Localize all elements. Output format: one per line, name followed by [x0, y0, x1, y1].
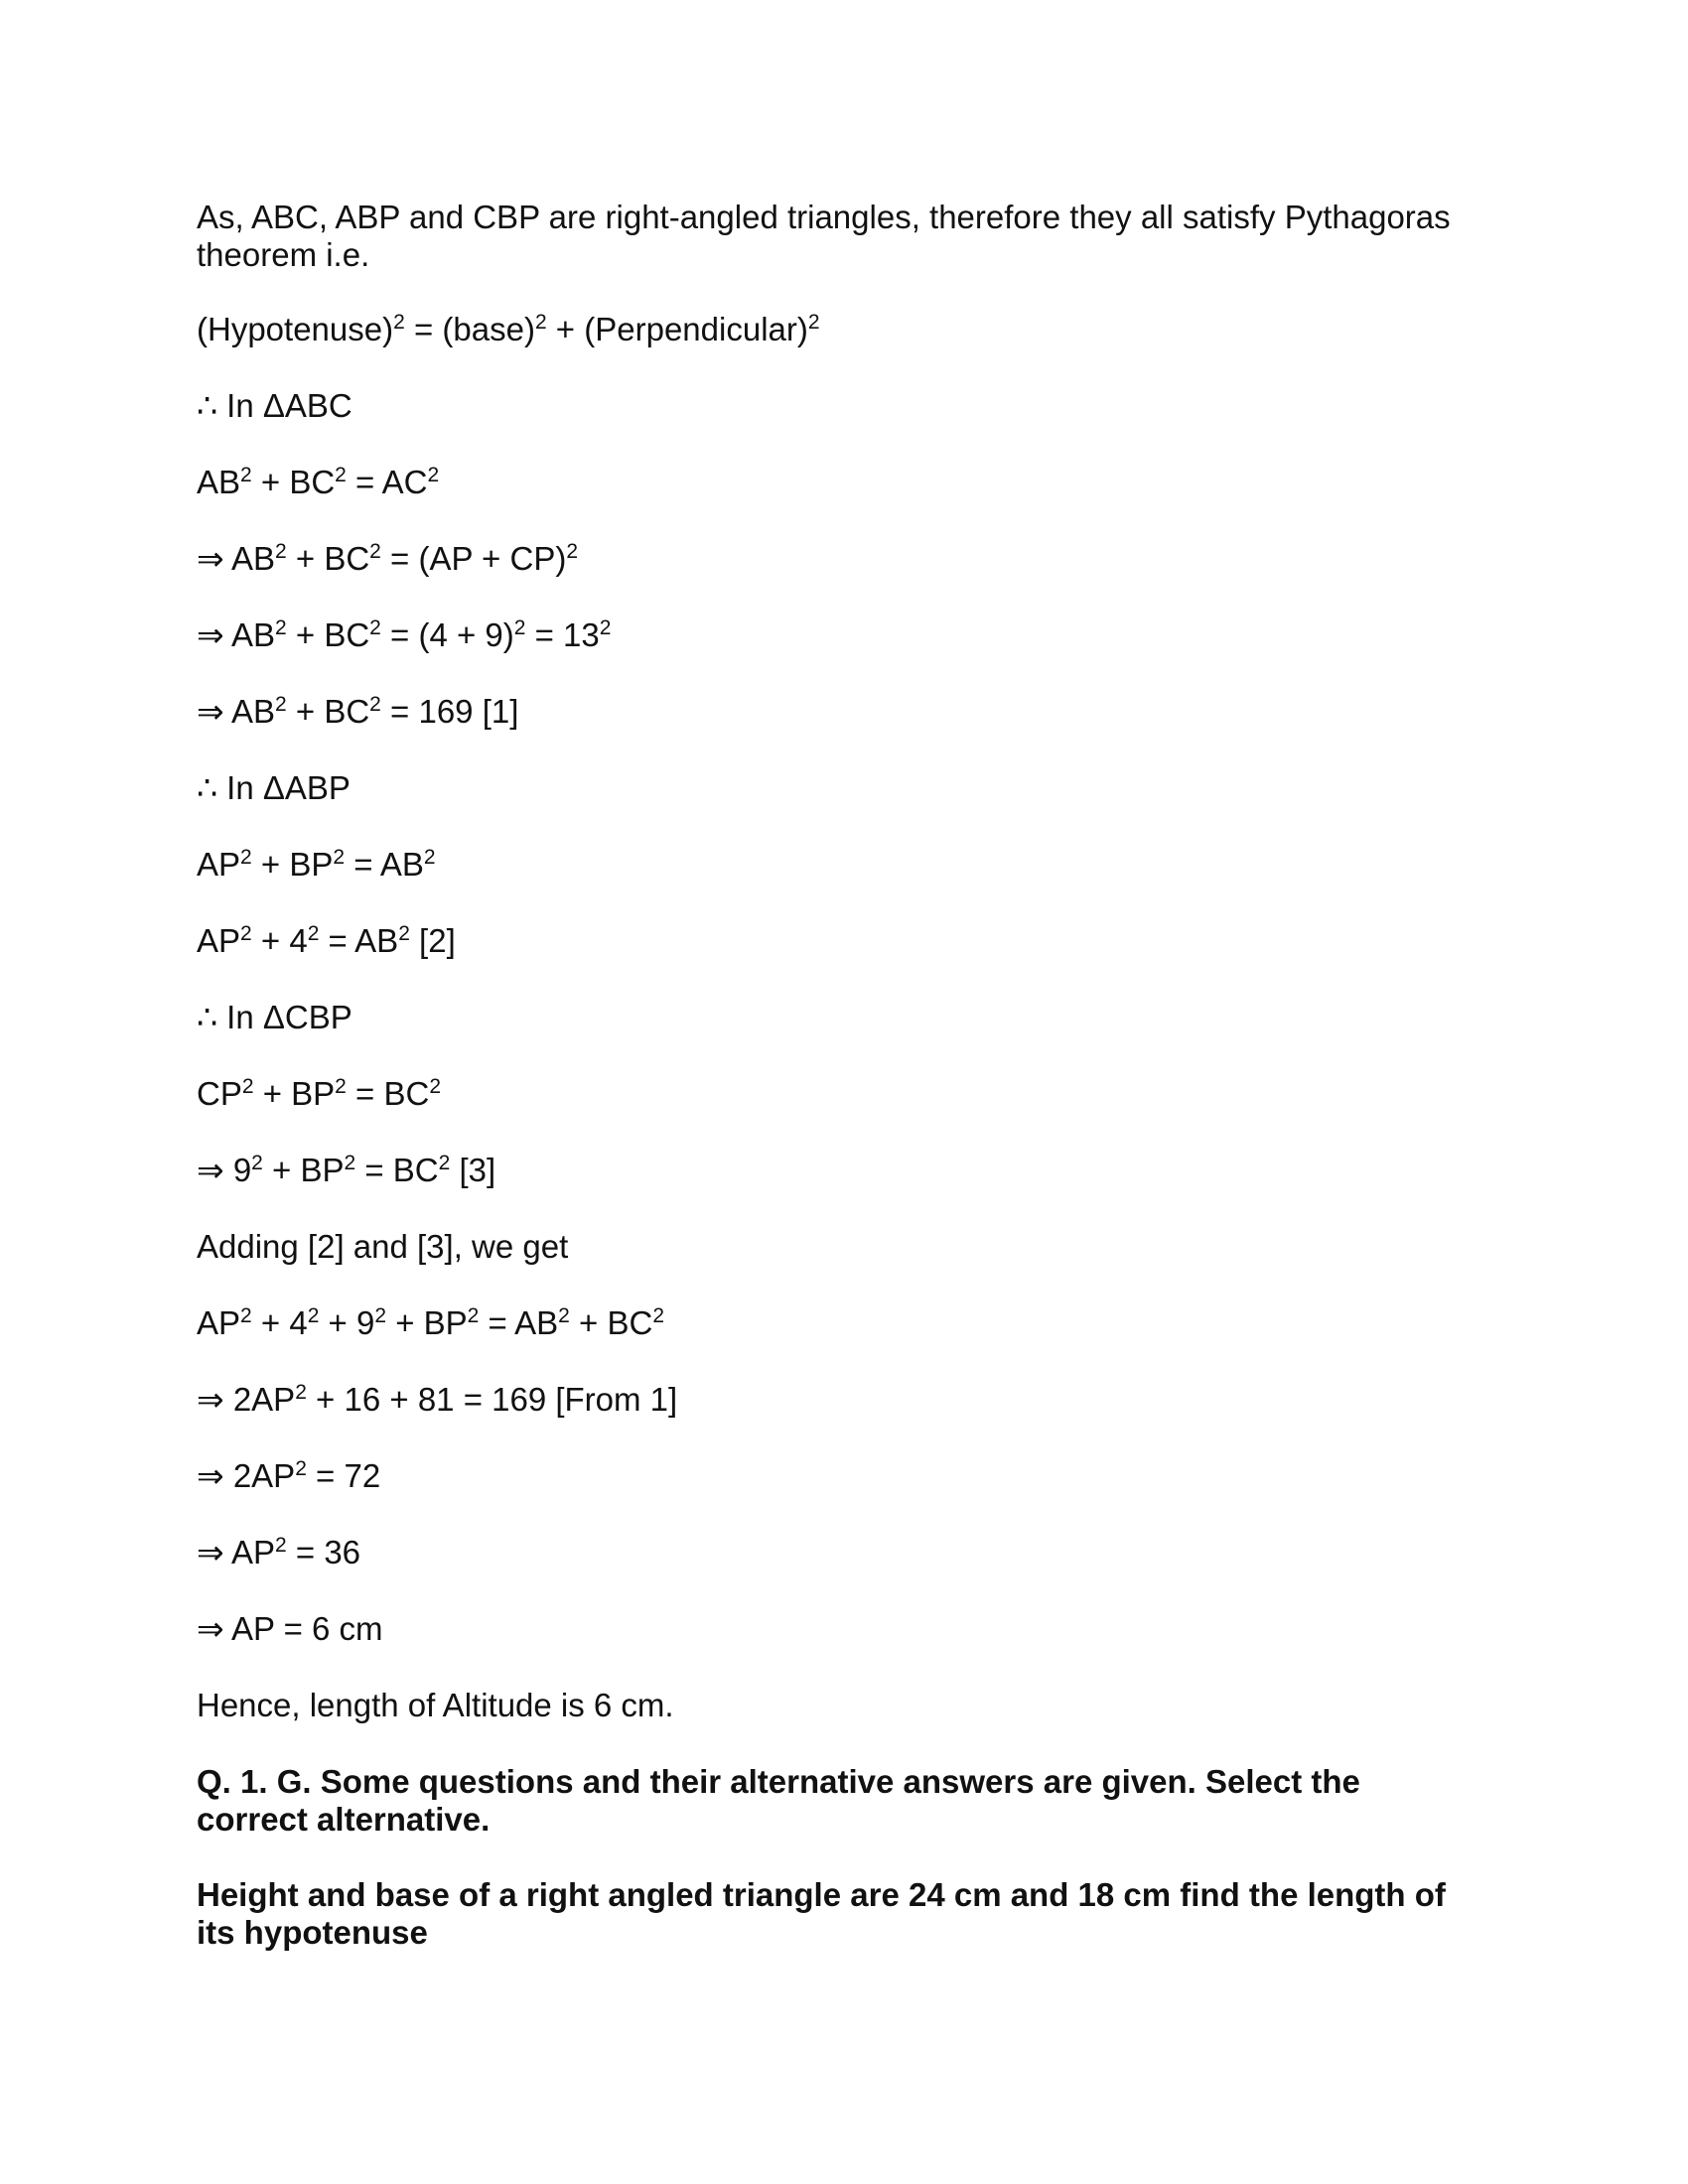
question-heading-line-2: correct alternative.: [197, 1801, 491, 1838]
exponent: 2: [807, 311, 820, 334]
formula-part: = (base): [404, 311, 535, 347]
eq-part: = AC: [346, 464, 428, 500]
equation-s8: [197, 1151, 495, 1190]
adding-text: Adding [2] and [3], we get: [197, 1228, 569, 1265]
eq-part: = 13: [525, 616, 600, 653]
eq-part: + BP: [386, 1304, 468, 1341]
exponent: 2: [438, 1152, 451, 1174]
eq-part: [2]: [409, 922, 456, 959]
exponent: 2: [534, 311, 547, 334]
intro-text-line-1: As, ABC, ABP and CBP are right-angled triangles, therefore they all satisfy Pythagoras: [197, 199, 1451, 235]
exponent: 2: [369, 540, 381, 563]
equation-s10: [197, 1380, 677, 1420]
eq-part: ⇒ AB: [197, 540, 276, 577]
equation-s9: [197, 1303, 664, 1343]
exponent: 2: [295, 1457, 307, 1480]
eq-part: AP: [197, 846, 241, 883]
eq-part: + BC: [286, 540, 370, 577]
eq-part: + 4: [251, 1304, 308, 1341]
equation-s13: ⇒ AP = 6 cm: [197, 1610, 383, 1647]
eq-part: ⇒ 2AP: [197, 1381, 296, 1418]
conclusion-text: Hence, length of Altitude is 6 cm.: [197, 1687, 674, 1723]
eq-part: + BC: [569, 1304, 653, 1341]
exponent: 2: [307, 1304, 320, 1327]
equation-s11: [197, 1456, 380, 1496]
intro-text-line-2: theorem i.e.: [197, 236, 370, 273]
equation-s6: [197, 921, 456, 961]
equation-s5: [197, 845, 436, 885]
equation-s4: [197, 692, 518, 732]
eq-part: ⇒ AP: [197, 1534, 276, 1570]
formula-part: (Hypotenuse): [197, 311, 394, 347]
eq-part: = (4 + 9): [380, 616, 514, 653]
eq-part: + BP: [253, 1075, 336, 1112]
exponent: 2: [398, 922, 410, 945]
eq-part: AP: [197, 1304, 241, 1341]
eq-part: ⇒ 9: [197, 1152, 252, 1188]
eq-part: = 72: [306, 1457, 381, 1494]
equation-s12: [197, 1533, 360, 1572]
eq-part: + 4: [251, 922, 308, 959]
exponent: 2: [369, 616, 381, 639]
exponent: 2: [251, 1152, 263, 1174]
eq-part: [3]: [450, 1152, 496, 1188]
exponent: 2: [369, 693, 381, 716]
eq-part: ⇒ AB: [197, 693, 276, 730]
exponent: 2: [307, 922, 320, 945]
eq-part: + 9: [319, 1304, 375, 1341]
exponent: 2: [295, 1381, 307, 1404]
eq-part: ⇒ 2AP: [197, 1457, 296, 1494]
triangle-cbp-heading: ∴ In ΔCBP: [197, 999, 352, 1035]
exponent: 2: [393, 311, 405, 334]
exponent: 2: [429, 1075, 441, 1098]
exponent: 2: [558, 1304, 570, 1327]
exponent: 2: [241, 1075, 254, 1098]
exponent: 2: [240, 464, 252, 486]
exponent: 2: [374, 1304, 387, 1327]
exponent: 2: [335, 464, 347, 486]
eq-part: = BC: [355, 1152, 439, 1188]
triangle-abc-heading: ∴ In ΔABC: [197, 387, 352, 424]
exponent: 2: [467, 1304, 480, 1327]
equation-s3: [197, 615, 611, 655]
exponent: 2: [513, 616, 526, 639]
exponent: 2: [240, 846, 252, 869]
formula-part: + (Perpendicular): [546, 311, 808, 347]
exponent: 2: [333, 846, 346, 869]
exponent: 2: [427, 464, 440, 486]
exponent: 2: [344, 1152, 356, 1174]
exponent: 2: [566, 540, 579, 563]
exponent: 2: [599, 616, 612, 639]
eq-part: = AB: [345, 846, 424, 883]
eq-part: CP: [197, 1075, 242, 1112]
exponent: 2: [275, 540, 287, 563]
pythagoras-formula: [197, 310, 820, 349]
eq-part: = AB: [479, 1304, 559, 1341]
eq-part: = AB: [319, 922, 399, 959]
eq-part: = 169 [1]: [380, 693, 519, 730]
exponent: 2: [275, 616, 287, 639]
eq-part: + BC: [251, 464, 336, 500]
triangle-abp-heading: ∴ In ΔABP: [197, 769, 351, 806]
eq-part: = BC: [346, 1075, 430, 1112]
equation-s7: [197, 1074, 441, 1114]
question-heading-line-1: Q. 1. G. Some questions and their alternative answers are given. Select the: [197, 1763, 1360, 1800]
eq-part: AP: [197, 922, 241, 959]
exponent: 2: [275, 693, 287, 716]
question-text-line-1: Height and base of a right angled triangle are 24 cm and 18 cm find the length of: [197, 1876, 1446, 1913]
eq-part: + BP: [251, 846, 334, 883]
eq-part: = (AP + CP): [380, 540, 567, 577]
exponent: 2: [240, 922, 252, 945]
exponent: 2: [652, 1304, 664, 1327]
equation-s1: [197, 463, 439, 502]
exponent: 2: [335, 1075, 347, 1098]
eq-part: + 16 + 81 = 169 [From 1]: [306, 1381, 678, 1418]
equation-s2: [197, 539, 578, 579]
exponent: 2: [240, 1304, 252, 1327]
eq-part: AB: [197, 464, 241, 500]
exponent: 2: [275, 1534, 287, 1557]
exponent: 2: [423, 846, 436, 869]
eq-part: + BC: [286, 693, 370, 730]
eq-part: = 36: [286, 1534, 361, 1570]
question-text-line-2: its hypotenuse: [197, 1914, 428, 1951]
eq-part: + BC: [286, 616, 370, 653]
eq-part: + BP: [262, 1152, 345, 1188]
eq-part: ⇒ AB: [197, 616, 276, 653]
